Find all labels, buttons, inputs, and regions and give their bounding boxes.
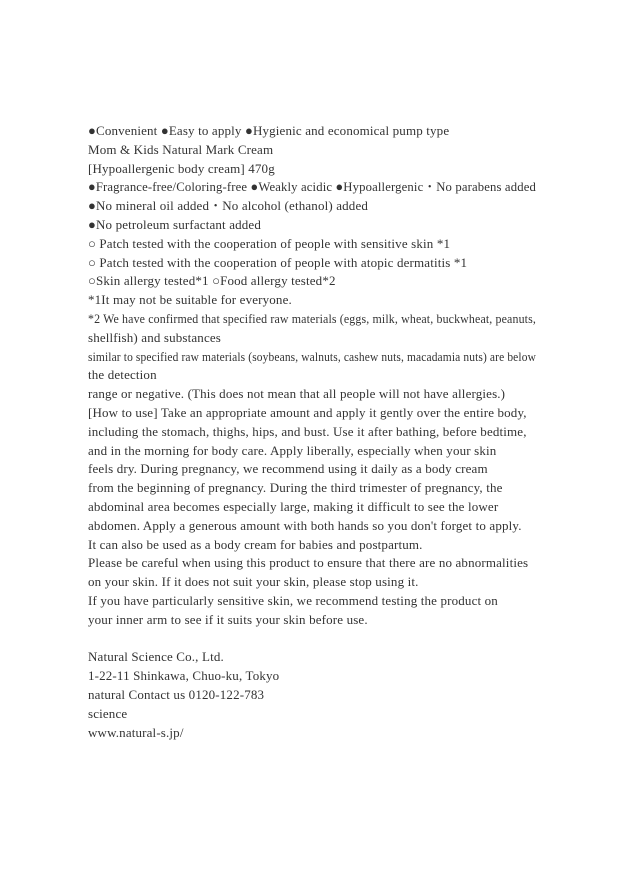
cautions — [88, 554, 536, 629]
text-line — [88, 160, 536, 179]
text-line — [88, 611, 536, 630]
text-line — [88, 554, 536, 573]
text-line — [88, 366, 536, 385]
text-line — [88, 648, 536, 667]
text-line-content: Please be careful when using this product to ensure that there are no abnormalities — [88, 555, 529, 571]
product-header — [88, 122, 536, 235]
text-line — [88, 686, 536, 705]
text-line — [88, 122, 536, 141]
text-line-content: natural Contact us 0120-122-783 — [88, 686, 265, 702]
text-line-content: *2 We have confirmed that specified raw materials (eggs, milk, wheat, buckwheat, peanuts, — [88, 310, 537, 326]
text-line — [88, 705, 536, 724]
text-line-content: ●No petroleum surfactant added — [88, 216, 261, 232]
text-line-content: Mom & Kids Natural Mark Cream — [88, 141, 274, 157]
text-line-content: 1-22-11 Shinkawa, Chuo-ku, Tokyo — [88, 668, 280, 684]
text-line-content: similar to specified raw materials (soybeans, walnuts, cashew nuts, macadamia nuts) are below — [88, 348, 536, 364]
testing-claims — [88, 235, 536, 291]
text-line-content: ○Skin allergy tested*1 ○Food allergy tested*2 — [88, 273, 336, 289]
text-line-content: [Hypoallergenic body cream] 470g — [88, 160, 275, 176]
text-line-content: on your skin. If it does not suit your skin, please stop using it. — [88, 574, 419, 590]
text-line — [88, 404, 536, 423]
text-line-content: science — [88, 705, 128, 721]
text-line-content: Natural Science Co., Ltd. — [88, 649, 224, 665]
text-line — [88, 235, 536, 254]
text-line-content: shellfish) and substances — [88, 329, 222, 345]
text-line — [88, 310, 536, 329]
text-line-content: ○ Patch tested with the cooperation of people with atopic dermatitis *1 — [88, 254, 468, 270]
text-line — [88, 667, 536, 686]
text-line-content: range or negative. (This does not mean that all people will not have allergies.) — [88, 386, 506, 402]
text-line-content: the detection — [88, 367, 157, 383]
text-line-content: and in the morning for body care. Apply liberally, especially when your skin — [88, 442, 497, 458]
document-text — [88, 122, 536, 742]
text-line — [88, 216, 536, 235]
text-line — [88, 329, 536, 348]
text-line — [88, 197, 536, 216]
text-line-content: abdominal area becomes especially large, making it difficult to see the lower — [88, 498, 499, 514]
text-line-content: If you have particularly sensitive skin, we recommend testing the product on — [88, 592, 498, 608]
text-line — [88, 178, 536, 197]
text-line — [88, 517, 536, 536]
text-line — [88, 592, 536, 611]
text-line — [88, 348, 536, 367]
text-line-content: abdomen. Apply a generous amount with both hands so you don't forget to apply. — [88, 517, 522, 533]
text-line-content: *1It may not be suitable for everyone. — [88, 292, 292, 308]
text-line — [88, 479, 536, 498]
text-line-content: ●No mineral oil added・No alcohol (ethanol) added — [88, 198, 369, 214]
text-line — [88, 291, 536, 310]
text-line — [88, 423, 536, 442]
how-to-use — [88, 404, 536, 554]
text-line — [88, 272, 536, 291]
text-line-content: your inner arm to see if it suits your skin before use. — [88, 611, 368, 627]
text-line — [88, 385, 536, 404]
text-line-content: [How to use] Take an appropriate amount and apply it gently over the entire body, — [88, 404, 527, 420]
text-line — [88, 141, 536, 160]
text-line — [88, 536, 536, 555]
text-line — [88, 460, 536, 479]
text-line-content: from the beginning of pregnancy. During the third trimester of pregnancy, the — [88, 480, 503, 496]
text-line-content: www.natural-s.jp/ — [88, 724, 184, 740]
text-line-content: ○ Patch tested with the cooperation of people with sensitive skin *1 — [88, 235, 451, 251]
allergy-notes — [88, 291, 536, 404]
text-line-content: It can also be used as a body cream for babies and postpartum. — [88, 536, 423, 552]
text-line — [88, 724, 536, 743]
text-line — [88, 498, 536, 517]
text-line-content: ●Convenient ●Easy to apply ●Hygienic and economical pump type — [88, 123, 450, 138]
text-line — [88, 442, 536, 461]
text-line-content: feels dry. During pregnancy, we recommend using it daily as a body cream — [88, 461, 488, 477]
text-line — [88, 573, 536, 592]
text-line-content: including the stomach, thighs, hips, and bust. Use it after bathing, before bedtime, — [88, 423, 527, 439]
company-info — [88, 648, 536, 742]
text-line — [88, 254, 536, 273]
text-line-content: ●Fragrance-free/Coloring-free ●Weakly acidic ●Hypoallergenic・No parabens added — [88, 179, 536, 195]
